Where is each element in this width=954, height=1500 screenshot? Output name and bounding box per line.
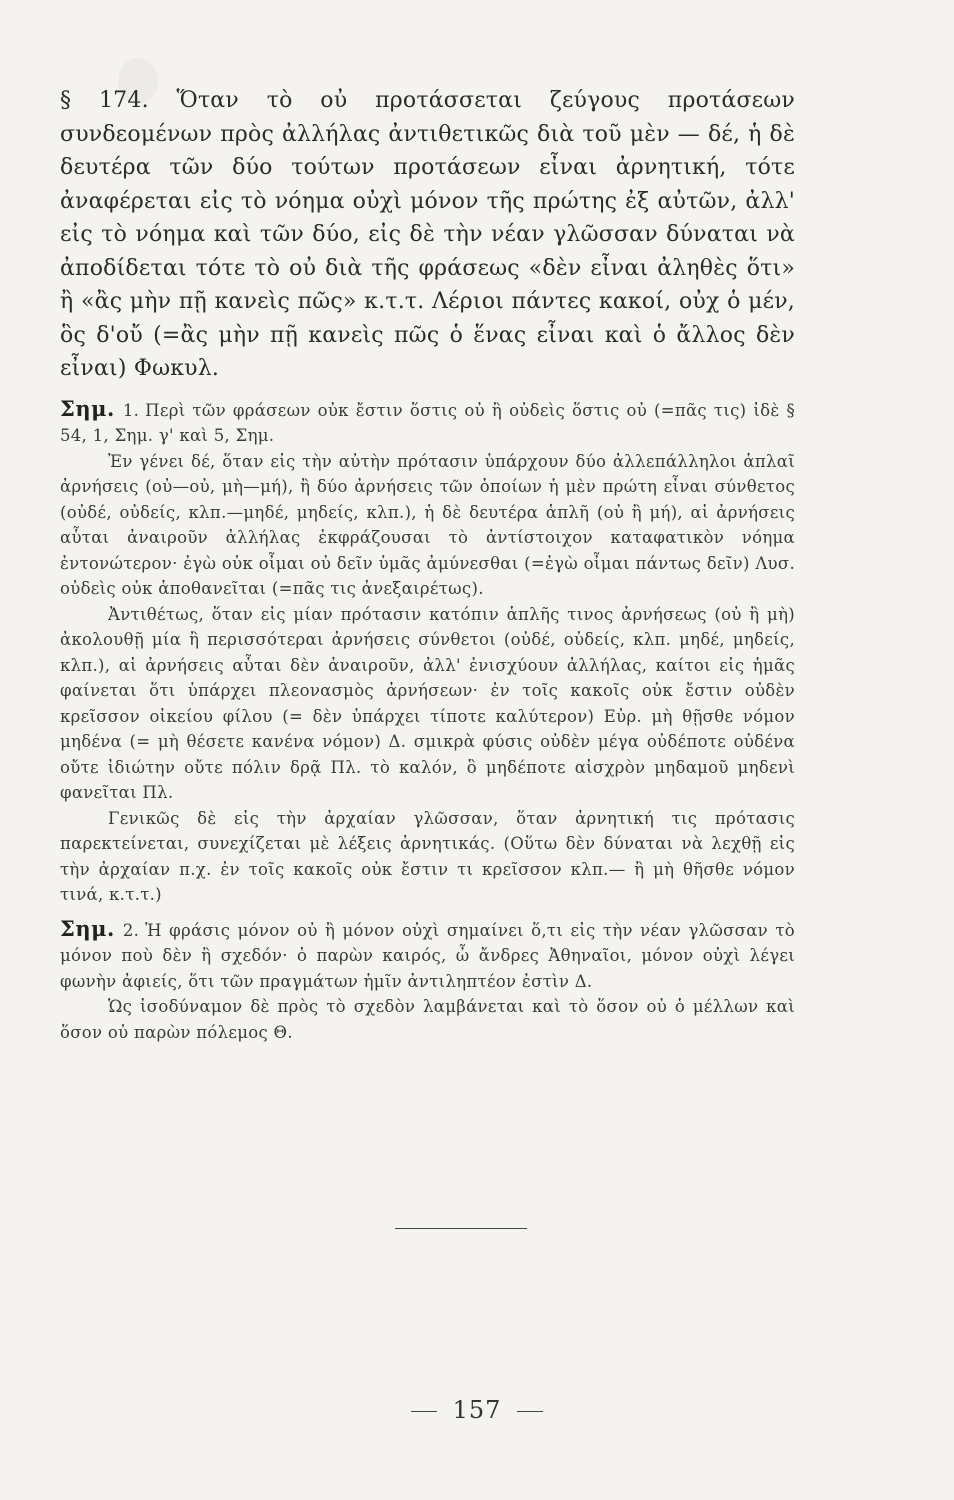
section-paragraph: § 174. Ὅταν τὸ οὐ προτάσσεται ζεύγους προτάσεων συνδεομένων πρὸς ἀλλήλας ἀντιθετικῶς διὰ τοῦ μὲν — δέ, ἡ δὲ δευτέρα τῶν δύο τούτων προτάσεων εἶναι ἀρνητική, τότε ἀναφέρεται εἰς τὸ νόημα οὐχὶ μόνον τῆς πρώτης ἐξ αὐτῶν, ἀλλ' εἰς τὸ νόημα καὶ τῶν δύο, εἰς δὲ τὴν νέαν γλῶσσαν δύναται νὰ ἀποδίδεται τότε τὸ οὐ διὰ τῆς φράσεως «δὲν εἶναι ἀληθὲς ὅτι» ἢ «ἂς μὴν πῇ κανεὶς πῶς» κ.τ.τ. Λέριοι πάντες κακοί, οὐχ ὁ μέν, ὃς δ'οὔ (=ἂς μὴν πῇ κανεὶς πῶς ὁ ἕνας εἶναι καὶ ὁ ἄλλος δὲν εἶναι) Φωκυλ. — [60, 88, 795, 381]
note-1-text: Περὶ τῶν φράσεων οὐκ ἔστιν ὅστις οὐ ἢ οὐδεὶς ὅστις οὐ (=πᾶς τις) ἰδὲ § 54, 1, Σημ. γ' καὶ 5, Σημ. — [60, 400, 795, 445]
note-1-paragraph-2: Ἐν γένει δέ, ὅταν εἰς τὴν αὐτὴν πρότασιν ὑπάρχουν δύο ἀλλεπάλληλοι ἁπλαῖ ἀρνήσεις (οὐ—οὐ, μὴ—μή), ἢ δύο ἀρνήσεις τῶν ὁποίων ἡ μὲν πρώτη εἶναι σύνθετος (οὐδέ, οὐδείς, κλπ.—μηδέ, μηδείς, κλπ.), ἡ δὲ δευτέρα ἁπλῆ (οὐ ἢ μή), αἱ ἀρνήσεις αὗται ἀναιροῦν ἀλλήλας ἐκφράζουσαι τὸ ἀντίστοιχον καταφατικὸν νόημα ἐντονώτερον· ἐγὼ οὐκ οἶμαι οὐ δεῖν ὑμᾶς ἀμύνεσθαι (=ἐγὼ οἶμαι πάντως δεῖν) Λυσ. οὐδεὶς οὐκ ἀποθανεῖται (=πᾶς τις ἀνεξαιρέτως). — [60, 451, 795, 598]
note-1-label: Σημ. — [60, 395, 115, 421]
note-2 — [60, 916, 795, 1046]
note-2-paragraph-1 — [60, 916, 795, 995]
note-2-paragraph-2: Ὡς ἰσοδύναμον δὲ πρὸς τὸ σχεδὸν λαμβάνεται καὶ τὸ ὅσον οὐ ὁ μέλλων καὶ ὅσον οὐ παρὼν πόλεμος Θ. — [60, 997, 795, 1042]
section-174 — [60, 84, 795, 386]
note-1-paragraph-3: Ἀντιθέτως, ὅταν εἰς μίαν πρότασιν κατόπιν ἁπλῆς τινος ἀρνήσεως (οὐ ἢ μὴ) ἀκολουθῇ μία ἢ περισσότεραι ἀρνήσεις σύνθετοι (οὐδέ, οὐδείς, κλπ. μηδέ, μηδείς, κλπ.), αἱ ἀρνήσεις αὗται δὲν ἀναιροῦν, ἀλλ' ἐνισχύουν ἀλλήλας, καίτοι εἰς ἡμᾶς φαίνεται ὅτι ὑπάρχει πλεονασμὸς ἀρνήσεων· ἐν τοῖς κακοῖς οὐκ ἔστιν οὐδὲν κρεῖσσον οἰκείου φίλου (= δὲν ὑπάρχει τίποτε καλύτερον) Εὐρ. μὴ θῇσθε νόμον μηδένα (= μὴ θέσετε κανένα νόμον) Δ. σμικρὰ φύσις οὐδὲν μέγα οὐδέποτε οὐδένα οὔτε ἰδιώτην οὔτε πόλιν δρᾷ Πλ. τὸ καλόν, ὃ μηδέποτε αἰσχρὸν μηδαμοῦ μηδενὶ φανεῖται Πλ. — [60, 604, 795, 802]
note-1-paragraph-1 — [60, 396, 795, 449]
page-number: 157 — [452, 1396, 502, 1424]
note-2-number: 2. — [122, 920, 140, 940]
page-footer — [0, 1396, 954, 1424]
note-1 — [60, 396, 795, 908]
page-body — [60, 84, 795, 1045]
separator-rule — [395, 1228, 527, 1229]
note-1-number: 1. — [122, 400, 140, 420]
note-1-paragraph-4: Γενικῶς δὲ εἰς τὴν ἀρχαίαν γλῶσσαν, ὅταν ἀρνητική τις πρότασις παρεκτείνεται, συνεχίζεται μὲ λέξεις ἀρνητικάς. (Οὕτω δὲν δύναται νὰ λεχθῇ εἰς τὴν ἀρχαίαν π.χ. ἐν τοῖς κακοῖς οὐκ ἔστιν τι κρεῖσσον κλπ.— ἢ μὴ θῆσθε νόμον τινά, κ.τ.τ.) — [60, 808, 795, 904]
note-2-label: Σημ. — [60, 915, 115, 941]
footer-dash-right — [517, 1411, 543, 1412]
note-2-text: Ἡ φράσις μόνον οὐ ἢ μόνον οὐχὶ σημαίνει ὅ,τι εἰς τὴν νέαν γλῶσσαν τὸ μόνον ποὺ δὲν ἢ σχεδόν· ὁ παρὼν καιρός, ὦ ἄνδρες Ἀθηναῖοι, μόνον οὐχὶ λέγει φωνὴν ἀφιείς, ὅτι τῶν πραγμάτων ἡμῖν ἀντιληπτέον ἐστὶν Δ. — [60, 920, 795, 991]
footer-dash-left — [411, 1411, 437, 1412]
